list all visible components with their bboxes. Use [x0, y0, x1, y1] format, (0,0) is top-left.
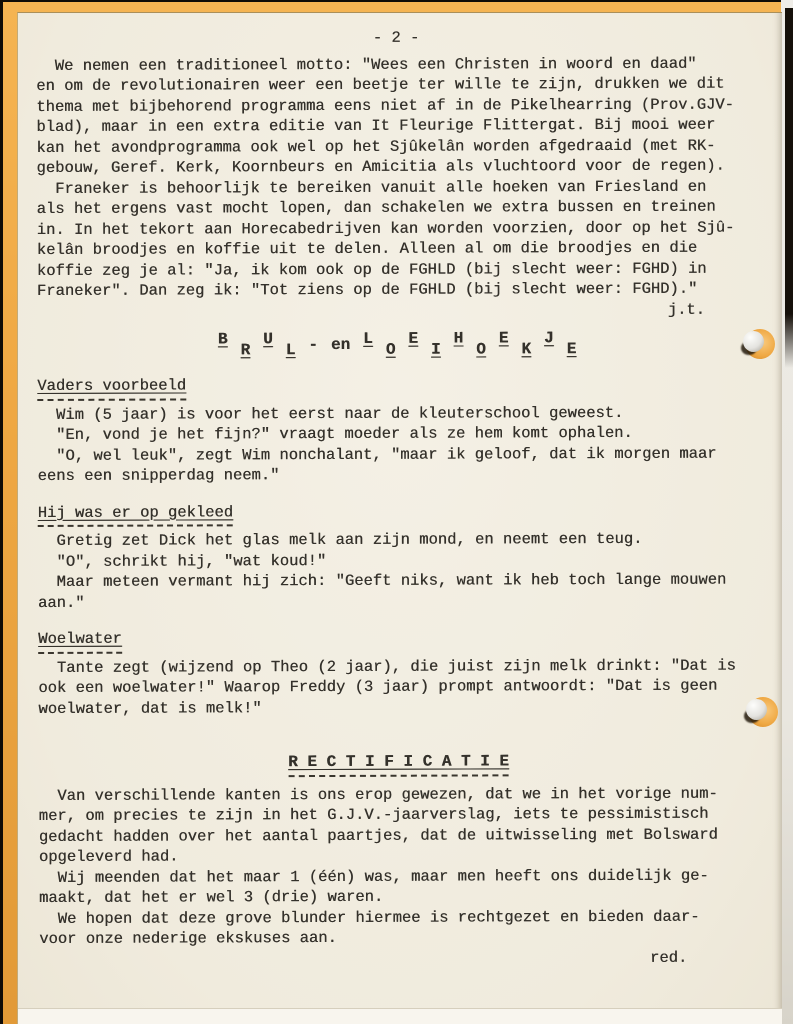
text-line: opgeleverd had. — [38, 847, 179, 866]
text-line: Gretig zet Dick het glas melk aan zijn mond, en neemt een teug. — [37, 529, 643, 550]
heading-letter: R — [240, 341, 251, 360]
intro-signature: j.t. — [667, 300, 706, 319]
right-edge-shadow — [785, 8, 793, 368]
heading-letter: L — [363, 329, 373, 348]
heading-letter: E — [566, 339, 577, 358]
page-number: - 2 - — [372, 28, 420, 47]
hole-punch-top — [741, 329, 775, 361]
text-line: Van verschillende kanten is ons erop gewezen, dat we in het vorige num- — [38, 784, 718, 805]
heading-letter: - — [308, 335, 319, 354]
text-line: gebouw, Geref. Kerk, Koornbeurs en Amicitia als vluchtoord voor de regen). — [36, 156, 725, 177]
text-line: eens een snipperdag neem." — [37, 466, 280, 485]
text-line: We hopen dat deze grove blunder hiermee is rechtgezet en bieden daar- — [39, 907, 700, 928]
section-vaders-voorbeeld — [37, 373, 757, 486]
text-line: thema met bijbehorend programma eens niet af in de Pikelhearring (Prov.GJV- — [36, 95, 734, 116]
text-line: Maar meteen vermant hij zich: "Geeft niks, want ik heb toch lange mouwen — [37, 570, 727, 591]
text-line: in. In het tekort aan Horecabedrijven kan worden voorzien, door op het Sjû- — [36, 218, 735, 239]
hole-punch-bottom — [744, 697, 778, 729]
text-line: kan het avondprogramma ook wel op het Sjûkelân worden afgedraaid (met RK- — [36, 136, 716, 157]
text-line: Tante zegt (wijzend op Theo (2 jaar), die juist zijn melk drinkt: "Dat is — [38, 656, 736, 677]
text-line: voor onze nederige ekskuses aan. — [39, 928, 337, 948]
section-title: Vaders voorbeeld — [37, 376, 187, 395]
rectification-body — [39, 783, 760, 950]
text-line: Franeker". Dan zeg ik: "Tot ziens op de FGHLD (bij slecht weer: FGHD)." — [36, 279, 698, 300]
text-line: We nemen een traditioneel motto: "Wees een Christen in woord en daad" — [36, 54, 697, 75]
text-line: Franeker is behoorlijk te bereiken vanuit alle hoeken van Friesland en — [36, 177, 707, 198]
section-body — [38, 655, 758, 719]
section-hij-was-er-op-gekleed — [38, 500, 758, 613]
section-body — [38, 528, 758, 613]
section-title: Woelwater — [38, 629, 122, 648]
text-line: maakt, dat het er wel 3 (drie) waren. — [39, 887, 384, 907]
text-line: kelân broodjes en koffie uit te delen. Alleen al om die broodjes en die — [36, 238, 698, 259]
text-line: en om de revolutionairen weer een beetje ter wille te zijn, drukken we dit — [36, 74, 725, 95]
text-line: woelwater, dat is melk!" — [38, 698, 262, 718]
text-line: koffie zeg je al: "Ja, ik kom ook op de FGHLD (bij slecht weer: FGHD) in — [36, 259, 707, 280]
text-line: ook een woelwater!" Waarop Freddy (3 jaar) prompt antwoordt: "Dat is geen — [38, 676, 718, 697]
heading-letter: U — [263, 329, 273, 348]
heading-letter: K — [521, 340, 532, 359]
paper-sheet — [17, 12, 782, 1024]
text-line: Wim (5 jaar) is voor het eerst naar de kleuterschool geweest. — [37, 403, 624, 424]
hole-punch-reinforcement — [743, 331, 764, 352]
text-line: mer, om precies te zijn in het G.J.V.-jaarverslag, iets te pessimistisch — [38, 804, 709, 825]
corner-heading — [37, 325, 757, 364]
heading-letter: E — [498, 329, 509, 348]
heading-letter: B — [217, 330, 228, 349]
text-line: "O, wel leuk", zegt Wim nonchalant, "maar ik geloof, dat ik morgen maar — [37, 444, 717, 465]
heading-letter: I — [430, 340, 441, 359]
paper-bottom-fold — [18, 1008, 782, 1024]
intro-paragraph — [36, 53, 756, 179]
page-content — [36, 26, 759, 970]
text-line: gedacht hadden over het aantal paartjes, dat de uitwisseling met Bolsward — [38, 825, 718, 846]
heading-letter: L — [285, 340, 296, 359]
travel-paragraph — [37, 176, 757, 302]
text-line: Wij meenden dat het maar 1 (één) was, maar men heeft ons duidelijk ge- — [38, 866, 709, 887]
text-line: "O", schrikt hij, "wat koud!" — [37, 551, 327, 571]
heading-letter: H — [453, 329, 464, 348]
heading-letter: O — [476, 340, 486, 359]
rectification-signature: red. — [649, 948, 688, 967]
heading-letter: J — [544, 328, 554, 347]
section-woelwater — [38, 626, 758, 719]
section-body — [37, 402, 757, 487]
hole-punch-reinforcement — [746, 699, 767, 720]
section-title: Hij was er op gekleed — [37, 502, 234, 522]
text-line: blad), maar in een extra editie van It Fleurige Flittergat. Bij mooi weer — [36, 115, 716, 136]
text-line: als het ergens vast mocht lopen, dan schakelen we extra bussen en treinen — [36, 197, 716, 218]
rectification-heading-row — [38, 732, 758, 785]
rectification-title: R E C T I F I C A T I E — [288, 752, 510, 772]
text-line: aan." — [37, 593, 85, 612]
text-line: "En, vond je het fijn?" vraagt moeder als ze hem komt ophalen. — [37, 423, 633, 444]
heading-letter: O — [385, 340, 396, 359]
heading-letter: E — [408, 329, 419, 348]
heading-letter: en — [330, 335, 351, 354]
